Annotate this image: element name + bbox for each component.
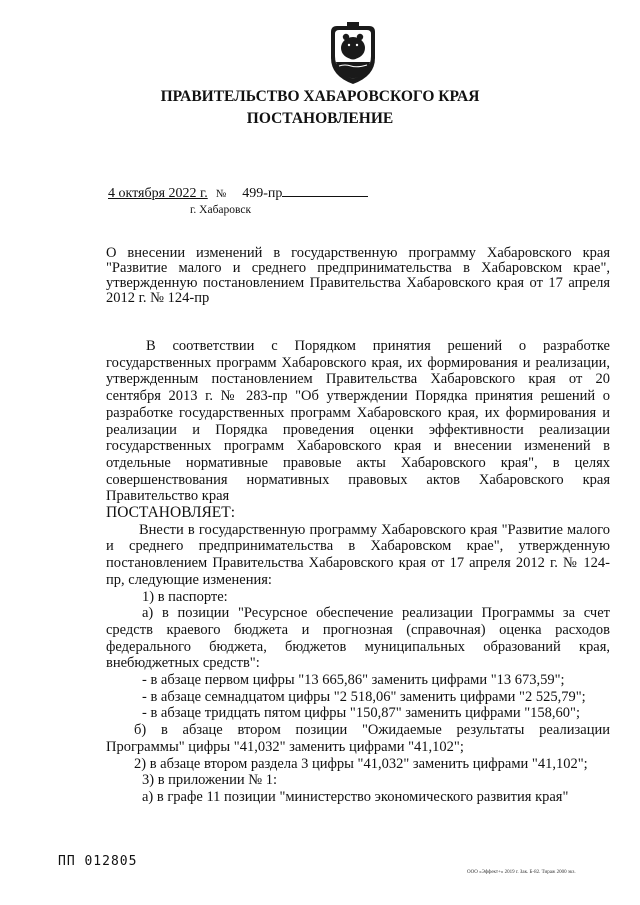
- number-label: №: [215, 188, 227, 200]
- number-underline: [282, 196, 368, 197]
- body-paragraph: б) в абзаце втором позиции "Ожидаемые результаты реализации Программы" цифры "41,032" заменить цифрами "41,102";: [106, 722, 610, 755]
- body-paragraph: - в абзаце семнадцатом цифры "2 518,06" заменить цифрами "2 525,79";: [142, 688, 586, 705]
- body-paragraph: а) в позиции "Ресурсное обеспечение реализации Программы за счет средств краевого бюджета и прогнозная (справочная) оценка расходов федерального бюджета, бюджетов муниципальных образований края, внебюджетных средств":: [106, 605, 610, 672]
- date-number-line: [108, 186, 368, 202]
- government-title: ПРАВИТЕЛЬСТВО ХАБАРОВСКОГО КРАЯ: [160, 88, 480, 105]
- coat-of-arms-emblem: [325, 22, 381, 86]
- document-date: 4 октября 2022 г.: [108, 186, 208, 201]
- resolves-heading: ПОСТАНОВЛЯЕТ:: [106, 504, 236, 522]
- form-serial-number: ПП 012805: [58, 854, 138, 869]
- body-paragraph: Внести в государственную программу Хабаровского края "Развитие малого и среднего предпринимательства в Хабаровском крае", утвержденную постановлением Правительства Хабаровского края от 17 апреля 2012 г. № 124-пр, следующие изменения:: [106, 521, 610, 588]
- body-paragraph: 1) в паспорте:: [142, 588, 228, 605]
- printer-imprint: ООО «Эффект+» 2019 г. Зак. Б-82. Тираж 2000 экз.: [467, 870, 576, 875]
- document-type-title: ПОСТАНОВЛЕНИЕ: [246, 110, 394, 127]
- body-paragraph: - в абзаце тридцать пятом цифры "150,87" заменить цифрами "158,60";: [142, 705, 581, 722]
- document-subject: О внесении изменений в государственную программу Хабаровского края "Развитие малого и среднего предпринимательства в Хабаровском крае", утвержденную постановлением Правительства Хабаровского края от 17 апреля 2012 г. № 124-пр: [106, 245, 610, 306]
- document-city: г. Хабаровск: [190, 204, 252, 216]
- document-number: 499-пр: [242, 186, 283, 201]
- body-paragraph: 3) в приложении № 1:: [142, 772, 277, 789]
- body-paragraph: а) в графе 11 позиции "министерство экономического развития края": [142, 788, 569, 805]
- body-paragraph: 2) в абзаце втором раздела 3 цифры "41,032" заменить цифрами "41,102";: [134, 755, 588, 772]
- document-body: [106, 338, 610, 806]
- preamble-paragraph: В соответствии с Порядком принятия решений о разработке государственных программ Хабаровского края, их формирования и реализации, утвержденным постановлением Правительства Хабаровского края от 20 сентября 2013 г. № 283-пр "Об утверждении Порядка принятия решений о разработке государственных программ Хабаровского края, их формирования и реализации и Порядка проведения оценки эффективности реализации государственных программ Хабаровского края и внесении изменений в отдельные нормативные правовые акты Хабаровского края", в целях совершенствования нормативных правовых актов Хабаровского края Правительство края: [106, 338, 610, 505]
- body-paragraph: - в абзаце первом цифры "13 665,86" заменить цифрами "13 673,59";: [142, 672, 565, 689]
